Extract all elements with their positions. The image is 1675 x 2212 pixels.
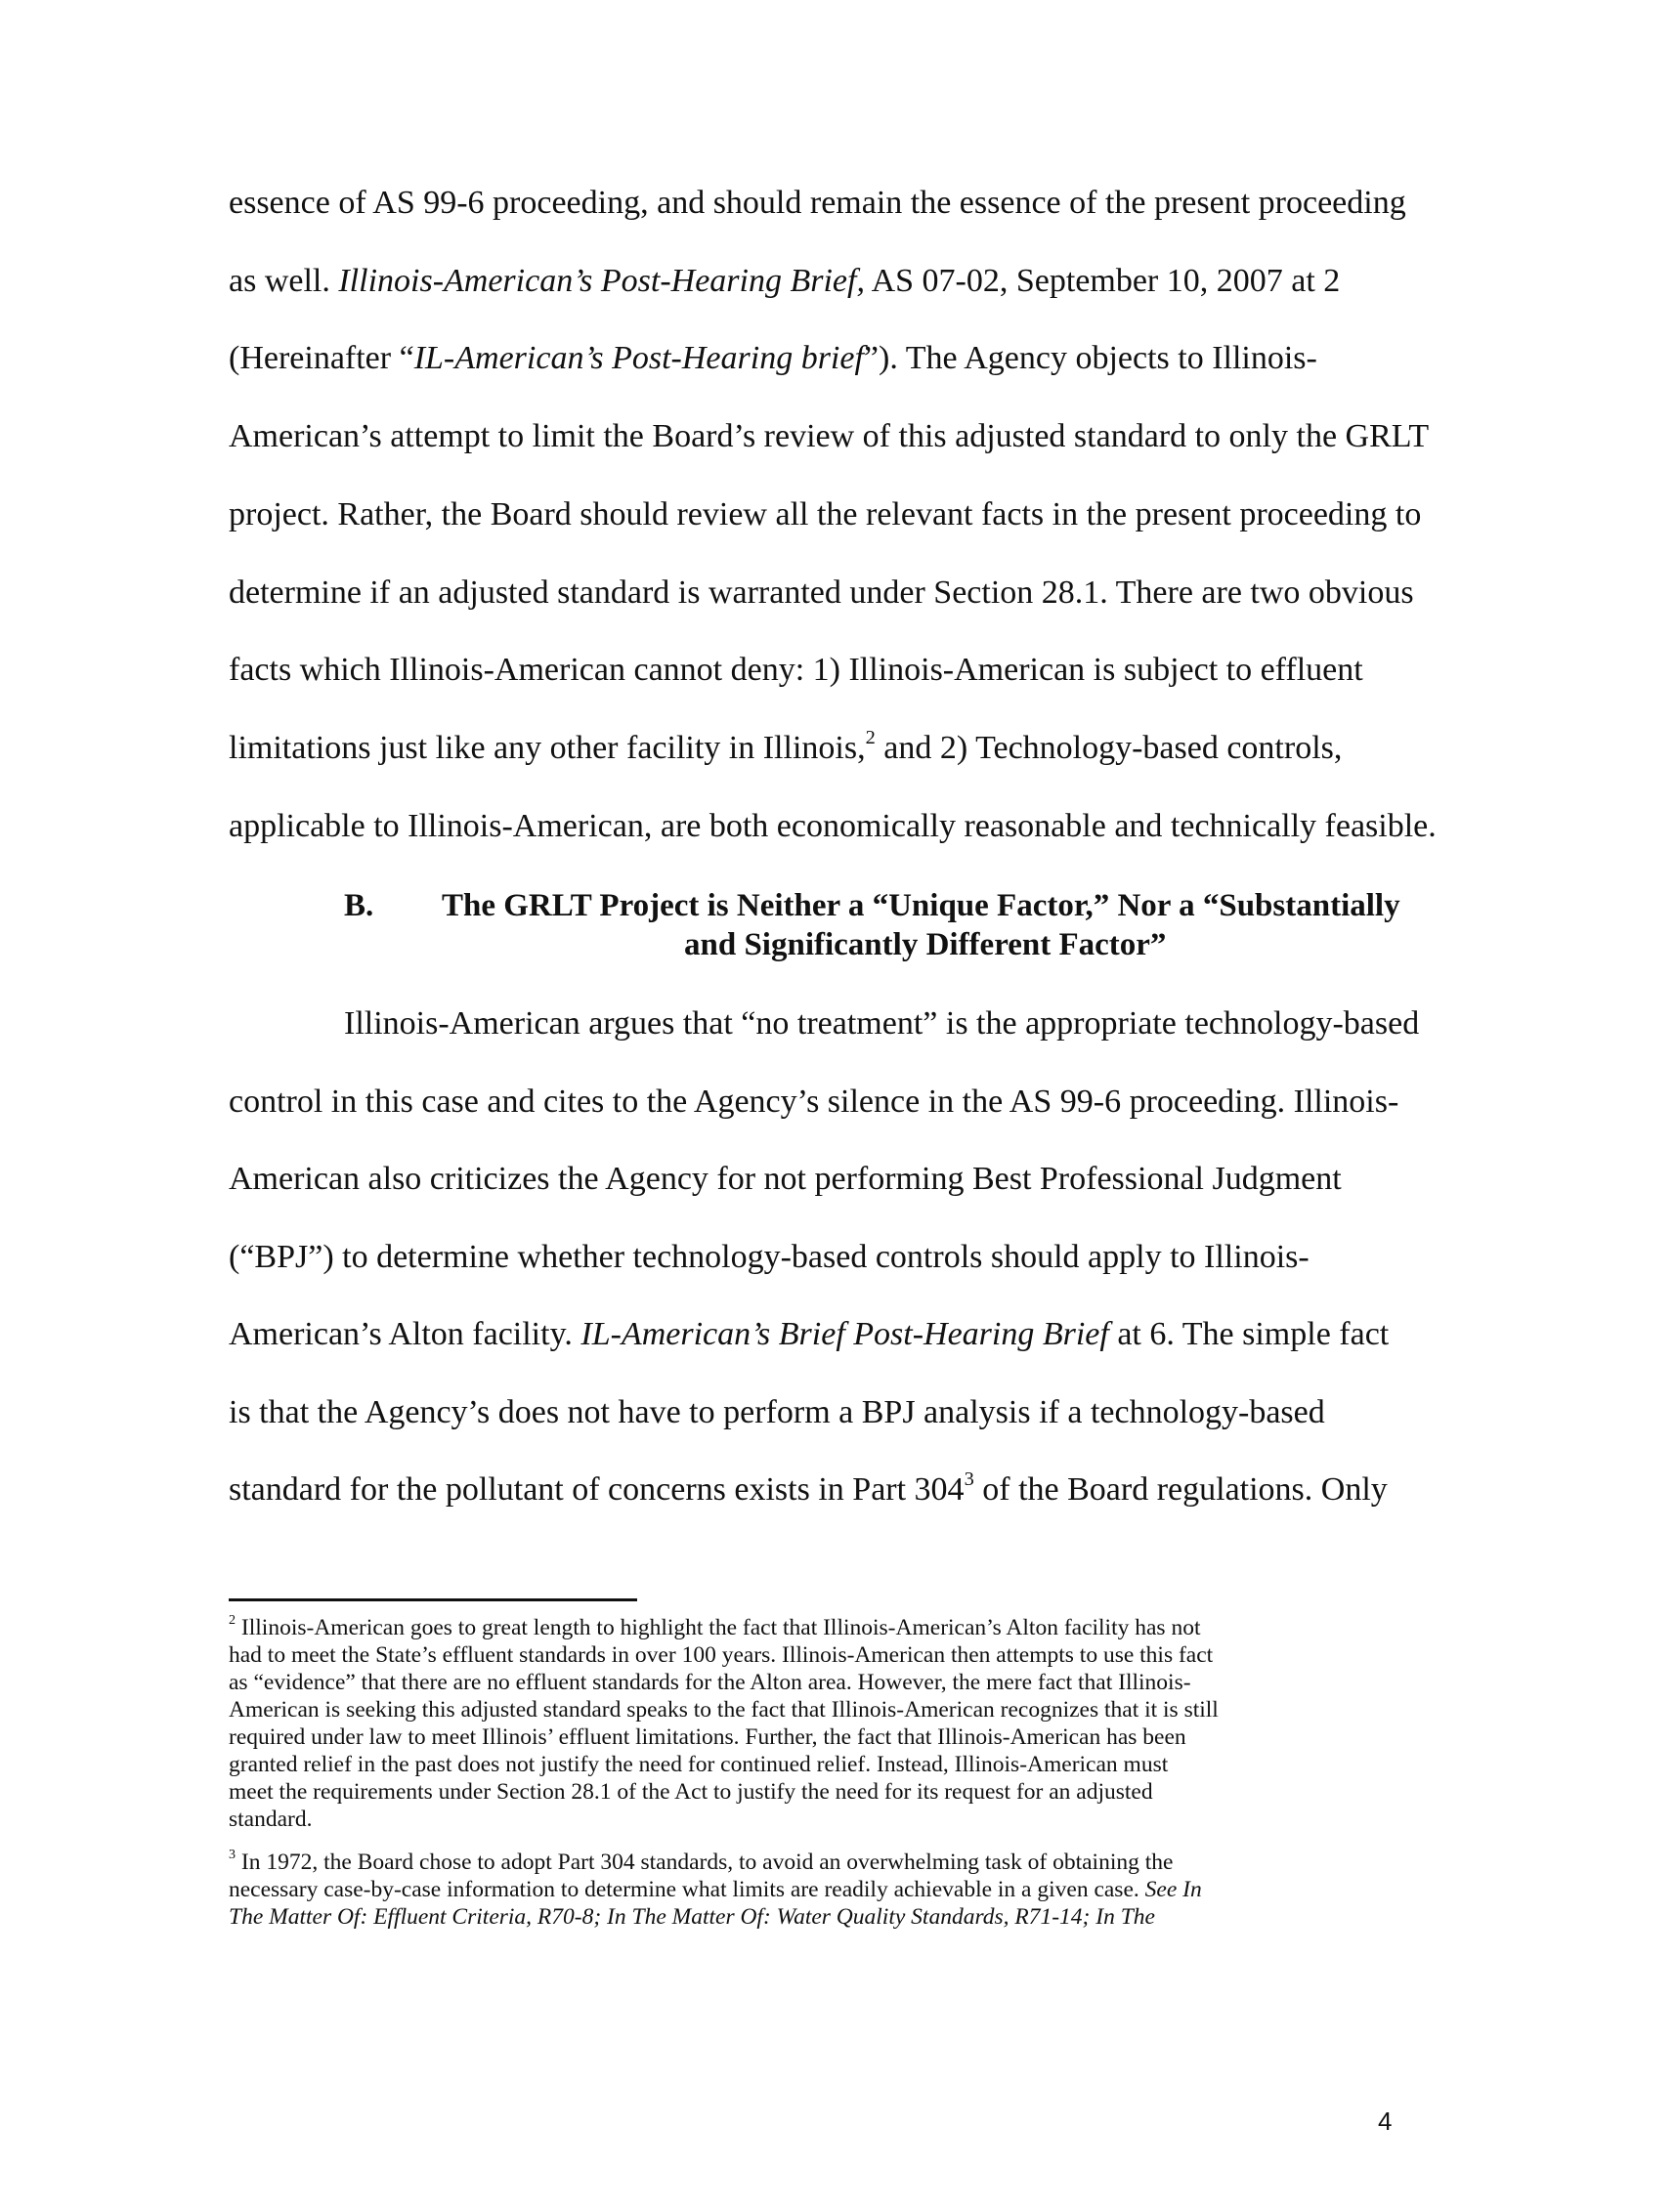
footnote-separator <box>229 1598 637 1601</box>
footnote-2-line-6: granted relief in the past does not justify the need for continued relief. Instead, Illinois-American must <box>229 1752 1169 1777</box>
footnote-2-line-8: standard. <box>229 1807 313 1832</box>
body-line-6: determine if an adjusted standard is warranted under Section 28.1. There are two obvious <box>229 574 1414 611</box>
body-line-2: as well. Illinois-American’s Post-Hearing Brief, AS 07-02, September 10, 2007 at 2 <box>229 263 1341 299</box>
body2-line-1: Illinois-American argues that “no treatment” is the appropriate technology-based <box>344 1005 1420 1042</box>
body-line-9: applicable to Illinois-American, are both economically reasonable and technically feasible. <box>229 808 1437 844</box>
brief-citation-2: IL-American’s Brief Post-Hearing Brief <box>580 1316 1109 1352</box>
body-line-4: American’s attempt to limit the Board’s review of this adjusted standard to only the GRLT <box>229 418 1430 454</box>
footnote-2-line-3: as “evidence” that there are no effluent standards for the Alton area. However, the mere fact that Illinois- <box>229 1670 1191 1695</box>
footnote-2-line-7: meet the requirements under Section 28.1 of the Act to justify the need for its request for an adjusted <box>229 1779 1153 1805</box>
body2-line-2: control in this case and cites to the Agency’s silence in the AS 99-6 proceeding. Illinois- <box>229 1084 1399 1120</box>
footnote-ref-2[interactable]: 2 <box>865 726 876 748</box>
body2-line-5: American’s Alton facility. IL-American’s Brief Post-Hearing Brief at 6. The simple fact <box>229 1316 1390 1352</box>
brief-citation: Illinois-American’s Post-Hearing Brief, <box>338 263 865 299</box>
page-number: 4 <box>1378 2106 1393 2136</box>
brief-short-name: IL-American’s Post-Hearing brief <box>413 340 864 376</box>
section-title-line-2: and Significantly Different Factor” <box>684 927 1167 962</box>
body2-line-7: standard for the pollutant of concerns exists in Part $304^3$ of the Board regulations. Only <box>229 1468 1388 1508</box>
footnote-3-line-2: necessary case-by-case information to determine what limits are readily achievable in a given case. See In <box>229 1877 1202 1902</box>
see-signal: See In <box>1144 1877 1202 1902</box>
footnote-ref-3[interactable]: 3 <box>964 1468 974 1490</box>
footnote-2-mark: 2 <box>229 1612 236 1629</box>
body-line-3: (Hereinafter “IL-American’s Post-Hearing brief”). The Agency objects to Illinois- <box>229 340 1317 376</box>
body2-line-6: is that the Agency’s does not have to perform a BPJ analysis if a technology-based <box>229 1394 1325 1430</box>
footnote-3-line-1: $^3$ In 1972, the Board chose to adopt Part 304 standards, to avoid an overwhelming task of obtaining the <box>229 1847 1174 1875</box>
footnote-3-line-3: The Matter Of: Effluent Criteria, R70-8; In The Matter Of: Water Quality Standards, R71-14; In The <box>229 1904 1155 1930</box>
body2-line-4: (“BPJ”) to determine whether technology-based controls should apply to Illinois- <box>229 1239 1310 1275</box>
section-title-line-1: The GRLT Project is Neither a “Unique Factor,” Nor a “Substantially <box>442 888 1400 923</box>
body-line-8: limitations just like any other facility in Illinois,$^2$ and 2) Technology-based controls, <box>229 726 1343 766</box>
body-line-5: project. Rather, the Board should review all the relevant facts in the present proceeding to <box>229 496 1422 532</box>
section-letter: B. <box>344 888 374 923</box>
body2-line-3: American also criticizes the Agency for not performing Best Professional Judgment <box>229 1161 1342 1197</box>
footnote-2-line-2: had to meet the State’s effluent standards in over 100 years. Illinois-American then attempts to use this fact <box>229 1642 1214 1668</box>
footnote-3-mark: 3 <box>229 1847 236 1863</box>
body-line-7: facts which Illinois-American cannot deny: 1) Illinois-American is subject to effluent <box>229 652 1363 688</box>
footnote-2-line-4: American is seeking this adjusted standard speaks to the fact that Illinois-American recognizes that it is still <box>229 1697 1219 1723</box>
footnote-2-line-1: $^2$ Illinois-American goes to great length to highlight the fact that Illinois-American’s Alton facility has not <box>229 1612 1201 1640</box>
body-line-1: essence of AS 99-6 proceeding, and should remain the essence of the present proceeding <box>229 185 1406 221</box>
footnote-2-line-5: required under law to meet Illinois’ effluent limitations. Further, the fact that Illinois-American has been <box>229 1724 1186 1750</box>
